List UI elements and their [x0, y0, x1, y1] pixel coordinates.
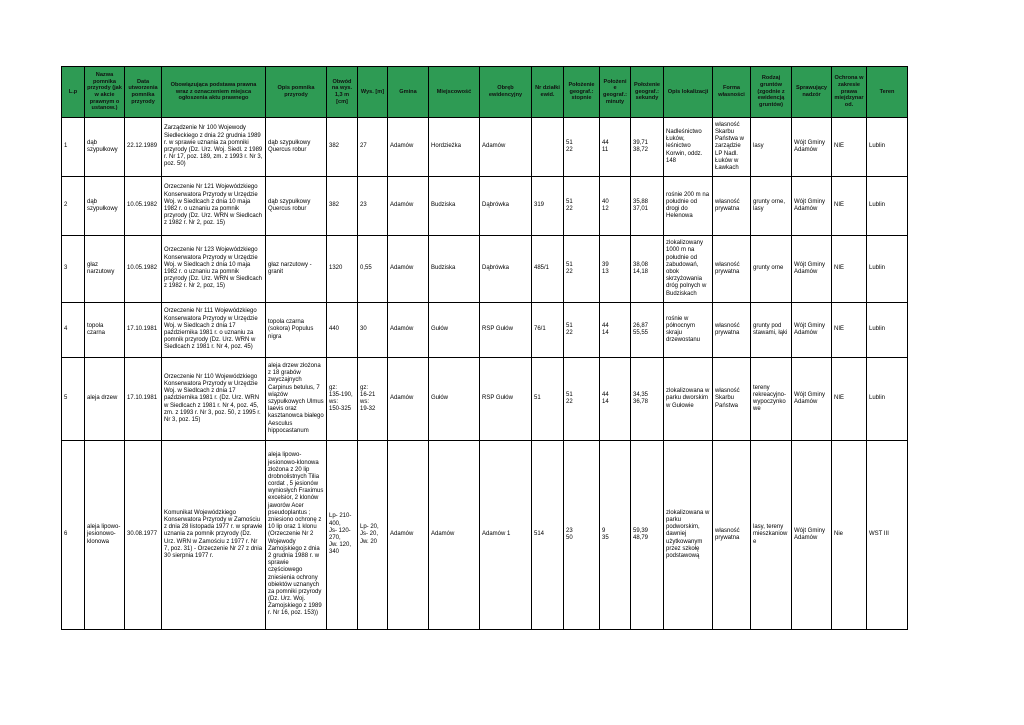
cell-ochrona: NIE — [832, 358, 867, 441]
header-lp: L.p — [62, 67, 85, 118]
header-nadzor: Sprawujący nadzór — [792, 67, 832, 118]
header-data: Data utworzenia pomnika przyrody — [125, 67, 162, 118]
cell-ochrona: NIE — [832, 177, 867, 236]
cell-teren: WST III — [867, 441, 908, 630]
cell-gmina: Adamów — [388, 441, 429, 630]
cell-dzialka — [532, 118, 564, 177]
table-row — [62, 358, 908, 441]
cell-opis: aleja lipowo-jesionowo-klonowa złożona z 20 lip drobnolistnych Tilia cordat , 5 jesionów wyniosłych Fraximus excelsior, 2 klonów jaworów Acer pseudoplantus ; zniesiono ochronę z 10 lip oraz 1 klonu (Orzeczenie Nr 2 Wojewody Zamojskiego z dnia 2 grudnia 1988 r. w sprawie częściowego zniesienia ochrony obiektów uznanych za pomniki przyrody (Dz. Urz. Woj. Zamojskiego z 1989 r. Nr 16, poz. 153)) — [266, 441, 327, 630]
cell-nadzor: Wójt Gminy Adamów — [792, 118, 832, 177]
table-row — [62, 441, 908, 630]
cell-dzialka: 514 — [532, 441, 564, 630]
cell-data: 22.12.1989 — [125, 118, 162, 177]
cell-nadzor: Wójt Gminy Adamów — [792, 177, 832, 236]
header-dzialka: Nr działki ewid. — [532, 67, 564, 118]
cell-gmina: Adamów — [388, 303, 429, 358]
cell-minuty: 39 13 — [600, 236, 631, 303]
cell-gmina: Adamów — [388, 358, 429, 441]
cell-obreb: RSP Gułów — [480, 358, 532, 441]
header-minuty: Położenie geograf.: minuty — [600, 67, 631, 118]
cell-sekundy: 38,08 14,18 — [631, 236, 664, 303]
cell-lokalizacja: zlokalizowany 1000 m na południe od zabudowań, obok skrzyżowania dróg polnych w Budziskach — [664, 236, 713, 303]
cell-sekundy: 59,39 48,79 — [631, 441, 664, 630]
cell-dzialka: 485/1 — [532, 236, 564, 303]
cell-lp: 3 — [62, 236, 85, 303]
cell-miejscowosc: Gułów — [429, 358, 480, 441]
cell-data: 17.10.1981 — [125, 358, 162, 441]
header-obreb: Obręb ewidencyjny — [480, 67, 532, 118]
cell-obwod: gz: 135-190, ws: 150-325 — [327, 358, 358, 441]
cell-ochrona: NIE — [832, 118, 867, 177]
header-podstawa: Obowiązująca podstawa prawna wraz z oznaczeniem miejsca ogłoszenia aktu prawnego — [162, 67, 266, 118]
cell-lokalizacja: rośnie 200 m na południe od drogi do Helenowa — [664, 177, 713, 236]
cell-teren: Lublin — [867, 358, 908, 441]
cell-ochrona: NIE — [832, 303, 867, 358]
cell-stopnie: 51 22 — [564, 118, 600, 177]
header-grunty: Rodzaj gruntów (zgodnie z ewidencją gruntów) — [751, 67, 792, 118]
table-row — [62, 303, 908, 358]
cell-opis: topola czarna (sokora) Populus nigra — [266, 303, 327, 358]
cell-miejscowosc: Hordzieżka — [429, 118, 480, 177]
cell-grunty: grunty orne — [751, 236, 792, 303]
cell-gmina: Adamów — [388, 236, 429, 303]
cell-obwod: 382 — [327, 118, 358, 177]
cell-obwod: 1320 — [327, 236, 358, 303]
cell-lp: 4 — [62, 303, 85, 358]
table-row — [62, 177, 908, 236]
header-ochrona: Ochrona w zakresie prawa miejdzynar od. — [832, 67, 867, 118]
table-row — [62, 118, 908, 177]
cell-teren: Lublin — [867, 236, 908, 303]
cell-wys: gz: 16-21 ws: 19-32 — [358, 358, 388, 441]
cell-nadzor: Wójt Gminy Adamów — [792, 303, 832, 358]
cell-opis: aleja drzew złożona z 18 grabów zwyczajnych Carpinus betulus, 7 wiązów szypułkowych Ulmus laevis oraz kasztanowca białego Aesculus hippocastanum — [266, 358, 327, 441]
cell-nadzor: Wójt Gminy Adamów — [792, 236, 832, 303]
cell-obreb: Adamów — [480, 118, 532, 177]
cell-forma: własność prywatna — [713, 236, 751, 303]
table-row — [62, 236, 908, 303]
cell-obreb: Dąbrówka — [480, 177, 532, 236]
cell-forma: własność prywatna — [713, 177, 751, 236]
cell-obreb: Adamów 1 — [480, 441, 532, 630]
cell-ochrona: NIE — [832, 236, 867, 303]
cell-dzialka: 319 — [532, 177, 564, 236]
cell-opis: głaz narzutowy - granit — [266, 236, 327, 303]
cell-stopnie: 23 50 — [564, 441, 600, 630]
cell-data: 30.08.1977 — [125, 441, 162, 630]
cell-stopnie: 51 22 — [564, 303, 600, 358]
header-sekundy: Położenie geograf.: sekundy — [631, 67, 664, 118]
cell-stopnie: 51 22 — [564, 236, 600, 303]
cell-dzialka: 51 — [532, 358, 564, 441]
cell-miejscowosc: Adamów — [429, 441, 480, 630]
cell-minuty: 9 35 — [600, 441, 631, 630]
header-miejscowosc: Miejscowość — [429, 67, 480, 118]
cell-sekundy: 34,35 36,78 — [631, 358, 664, 441]
cell-minuty: 44 11 — [600, 118, 631, 177]
cell-lokalizacja: zlokalizowana w parku podworskim, dawniej użytkowanym przez szkołę podstawową — [664, 441, 713, 630]
cell-sekundy: 39,71 38,72 — [631, 118, 664, 177]
cell-podstawa: Orzeczenie Nr 123 Wojewódzkiego Konserwatora Przyrody w Urzędzie Woj. w Siedlcach z dnia 10 maja 1982 r. o uznaniu za pomnik przyrody (Dz. Urz. WRN w Siedlcach z 1982 r. Nr 2, poz, 15) — [162, 236, 266, 303]
cell-grunty: lasy — [751, 118, 792, 177]
cell-nazwa: aleja lipowo-jesionowo-klonowa — [85, 441, 125, 630]
header-forma: Forma własności — [713, 67, 751, 118]
cell-miejscowosc: Budziska — [429, 177, 480, 236]
cell-wys: 23 — [358, 177, 388, 236]
header-nazwa: Nazwa pomnika przyrody (jak w akcie prawnym o ustanow.) — [85, 67, 125, 118]
cell-nazwa: topola czarna — [85, 303, 125, 358]
cell-lokalizacja: zlokalizowana w parku dworskim w Gułowie — [664, 358, 713, 441]
cell-nazwa: aleja drzew — [85, 358, 125, 441]
monuments-register-table — [61, 66, 908, 630]
cell-wys: 27 — [358, 118, 388, 177]
cell-wys: Lp- 20, Js- 20, Jw. 20 — [358, 441, 388, 630]
header-row — [62, 67, 908, 118]
header-lokalizacja: Opis lokalizacji — [664, 67, 713, 118]
cell-wys: 0,55 — [358, 236, 388, 303]
cell-opis: dąb szypułkowy Quercus robur — [266, 177, 327, 236]
cell-minuty: 44 14 — [600, 303, 631, 358]
cell-grunty: grunty orne, lasy — [751, 177, 792, 236]
cell-miejscowosc: Gułów — [429, 303, 480, 358]
header-wys: Wys. [m] — [358, 67, 388, 118]
cell-minuty: 40 12 — [600, 177, 631, 236]
cell-podstawa: Orzeczenie Nr 121 Wojewódzkiego Konserwatora Przyrody w Urzędzie Woj. w Siedlcach z dnia 10 maja 1982 r. o uznaniu za pomnik przyrody (Dz. Urz. WRN w Siedlcach z 1982 r. Nr 2, poz. 15) — [162, 177, 266, 236]
cell-teren: Lublin — [867, 177, 908, 236]
cell-stopnie: 51 22 — [564, 177, 600, 236]
cell-wys: 30 — [358, 303, 388, 358]
cell-grunty: lasy, tereny mieszkaniowe — [751, 441, 792, 630]
cell-forma: własność prywatna — [713, 303, 751, 358]
header-opis: Opis pomnika przyrody — [266, 67, 327, 118]
cell-sekundy: 26,87 55,55 — [631, 303, 664, 358]
cell-nazwa: głaz narzutowy — [85, 236, 125, 303]
cell-stopnie: 51 22 — [564, 358, 600, 441]
cell-obreb: RSP Gułów — [480, 303, 532, 358]
cell-grunty: tereny rekreacyjno-wypoczynkowe — [751, 358, 792, 441]
cell-nadzor: Wójt Gminy Adamów — [792, 358, 832, 441]
cell-grunty: grunty pod stawami, łąki — [751, 303, 792, 358]
cell-teren: Lublin — [867, 303, 908, 358]
cell-podstawa: Orzeczenie Nr 111 Wojewódzkiego Konserwatora Przyrody w Urzędzie Woj. w Siedlcach z dnia 17 października 1981 r. o uznaniu za pomnik przyrody (Dz. Urz. WRN w Siedlcach z 1981 r. Nr 4, poz. 45) — [162, 303, 266, 358]
header-gmina: Gmina — [388, 67, 429, 118]
cell-lokalizacja: Nadleśnictwo Łuków, leśnictwo Korwin, oddz. 148 — [664, 118, 713, 177]
cell-gmina: Adamów — [388, 177, 429, 236]
cell-sekundy: 35,88 37,01 — [631, 177, 664, 236]
cell-ochrona: Nie — [832, 441, 867, 630]
cell-dzialka: 76/1 — [532, 303, 564, 358]
cell-gmina: Adamów — [388, 118, 429, 177]
cell-obwod: 382 — [327, 177, 358, 236]
cell-forma: własność Skarbu Państwa — [713, 358, 751, 441]
cell-lokalizacja: rośnie w północnym skraju drzewostanu — [664, 303, 713, 358]
cell-miejscowosc: Budziska — [429, 236, 480, 303]
header-stopnie: Położenie geograf.: stopnie — [564, 67, 600, 118]
cell-lp: 2 — [62, 177, 85, 236]
cell-podstawa: Komunikat Wojewódzkiego Konserwatora Przyrody w Zamościu z dnia 28 listopada 1977 r. w sprawie uznania za pomnik przyrody (Dz. Urz. WRN w Zamościu z 1977 r. Nr 7, poz. 31) - Orzeczenie Nr 27 z dnia 30 sierpnia 1977 r. — [162, 441, 266, 630]
cell-data: 17.10.1981 — [125, 303, 162, 358]
cell-data: 10.05.1982 — [125, 177, 162, 236]
cell-lp: 1 — [62, 118, 85, 177]
cell-data: 10.05.1982 — [125, 236, 162, 303]
cell-teren: Lublin — [867, 118, 908, 177]
header-teren: Teren — [867, 67, 908, 118]
cell-minuty: 44 14 — [600, 358, 631, 441]
cell-lp: 5 — [62, 358, 85, 441]
cell-forma: własność prywatna — [713, 441, 751, 630]
cell-lp: 6 — [62, 441, 85, 630]
cell-nadzor: Wójt Gminy Adamów — [792, 441, 832, 630]
cell-obreb: Dąbrówka — [480, 236, 532, 303]
cell-obwod: Lp- 210- 400, Js- 120- 270, Jw. 120, 340 — [327, 441, 358, 630]
cell-podstawa: Zarządzenie Nr 100 Wojewody Siedleckiego z dnia 22 grudnia 1989 r. w sprawie uznania za pomniki przyrody (Dz. Urz. Woj. Siedl. z 1989 r. Nr 17, poz. 189, zm. z 1993 r. Nr 3, poz. 50) — [162, 118, 266, 177]
cell-obwod: 440 — [327, 303, 358, 358]
cell-opis: dąb szypułkowy Quercus robur — [266, 118, 327, 177]
cell-forma: własność Skarbu Państwa w zarządzie LP Nadl. Łuków w Ławkach — [713, 118, 751, 177]
cell-podstawa: Orzeczenie Nr 110 Wojewódzkiego Konserwatora Przyrody w Urzędzie Woj. w Siedlcach z dnia 17 października 1981 r. (Dz. Urz. WRN w Siedlcach z 1981 r. Nr 4, poz. 45, zm. z 1993 r. Nr 3, poz. 50, z 1995 r. Nr 3, poz. 15) — [162, 358, 266, 441]
cell-nazwa: dąb szypułkowy — [85, 177, 125, 236]
header-obwod: Obwód na wys. 1,3 m [cm] — [327, 67, 358, 118]
cell-nazwa: dąb szypułkowy — [85, 118, 125, 177]
